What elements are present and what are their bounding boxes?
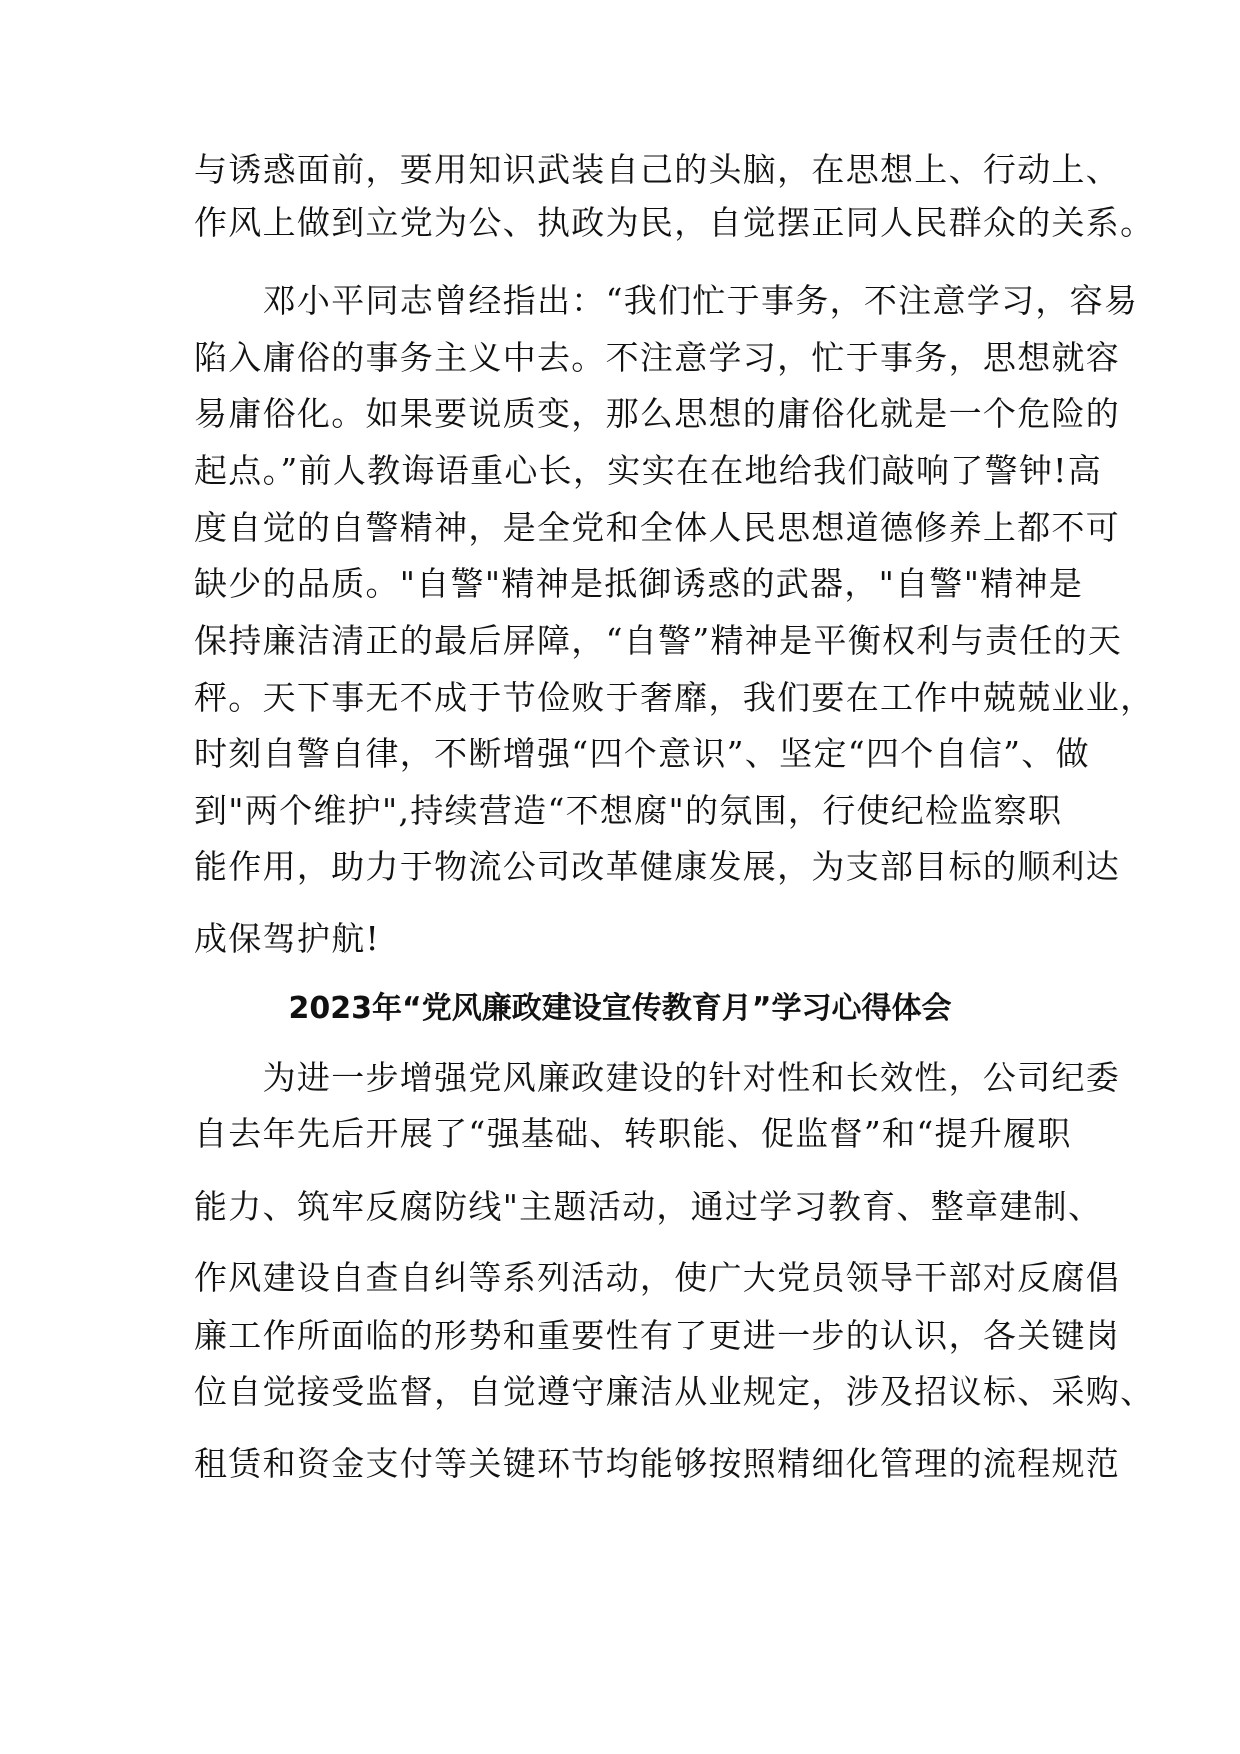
paragraph-line: 成保驾护航! xyxy=(194,919,381,958)
paragraph-line: 时刻自警自律，不断增强“四个意识”、坚定“四个自信”、做 xyxy=(194,734,1090,773)
paragraph-line: 到"两个维护",持续营造“不想腐"的氛围，行使纪检监察职 xyxy=(194,791,1063,830)
paragraph-line: 邓小平同志曾经指出：“我们忙于事务，不注意学习，容易 xyxy=(194,281,1139,320)
paragraph-line: 缺少的品质。"自警"精神是抵御诱惑的武器，"自警"精神是 xyxy=(194,564,1084,603)
paragraph-line: 为进一步增强党风廉政建设的针对性和长效性，公司纪委 xyxy=(194,1058,1121,1097)
paragraph-line: 保持廉洁清正的最后屏障，“自警”精神是平衡权利与责任的天 xyxy=(194,621,1123,660)
section-title: 2023年“党风廉政建设宣传教育月”学习心得体会 xyxy=(288,991,952,1026)
paragraph-line: 易庸俗化。如果要说质变，那么思想的庸俗化就是一个危险的 xyxy=(194,394,1121,433)
paragraph-line: 作风建设自查自纠等系列活动，使广大党员领导干部对反腐倡 xyxy=(194,1258,1121,1297)
paragraph-line: 度自觉的自警精神，是全党和全体人民思想道德修养上都不可 xyxy=(194,508,1121,547)
paragraph-line: 位自觉接受监督，自觉遵守廉洁从业规定，涉及招议标、采购、 xyxy=(194,1372,1155,1411)
paragraph-line: 与诱惑面前，要用知识武装自己的头脑，在思想上、行动上、 xyxy=(194,150,1121,189)
paragraph-line: 起点。”前人教诲语重心长，实实在在地给我们敲响了警钟!高 xyxy=(194,451,1103,490)
paragraph-line: 作风上做到立党为公、执政为民，自觉摆正同人民群众的关系。 xyxy=(194,203,1155,242)
paragraph-line: 自去年先后开展了“强基础、转职能、促监督”和“提升履职 xyxy=(194,1114,1072,1153)
paragraph-line: 租赁和资金支付等关键环节均能够按照精细化管理的流程规范 xyxy=(194,1444,1121,1483)
paragraph-line: 秤。天下事无不成于节俭败于奢靡，我们要在工作中兢兢业业， xyxy=(194,678,1155,717)
paragraph-line: 能力、筑牢反腐防线"主题活动，通过学习教育、整章建制、 xyxy=(194,1187,1103,1226)
paragraph-line: 廉工作所面临的形势和重要性有了更进一步的认识，各关键岗 xyxy=(194,1316,1121,1355)
paragraph-line: 能作用，助力于物流公司改革健康发展，为支部目标的顺利达 xyxy=(194,847,1121,886)
paragraph-line: 陷入庸俗的事务主义中去。不注意学习，忙于事务，思想就容 xyxy=(194,338,1121,377)
